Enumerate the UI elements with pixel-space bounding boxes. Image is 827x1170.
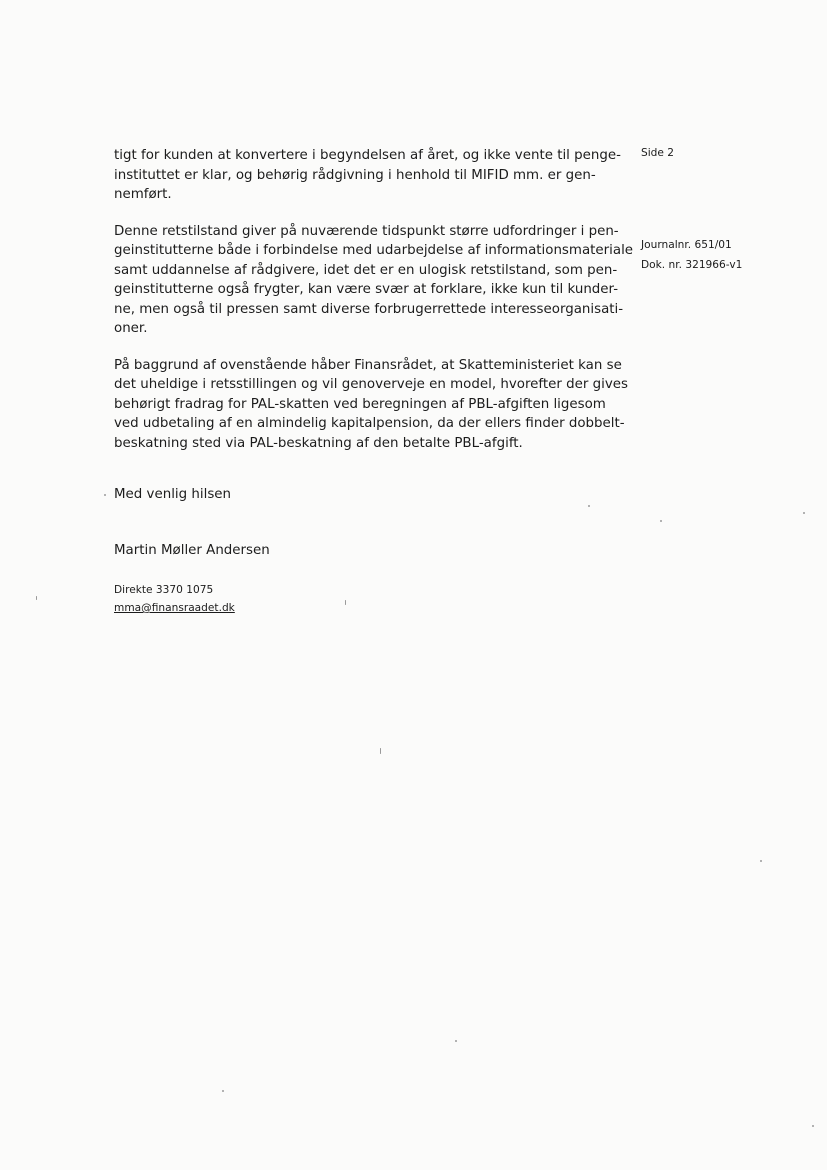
scan-speck xyxy=(812,1125,814,1127)
page-number: Side 2 xyxy=(641,147,675,159)
letter-body xyxy=(114,146,634,470)
scan-speck xyxy=(803,512,805,514)
scan-speck xyxy=(588,505,590,507)
signatory-name: Martin Møller Andersen xyxy=(114,543,270,558)
paragraph-line: geinstitutterne både i forbindelse med udarbejdelse af informationsmateriale xyxy=(114,243,634,258)
paragraph-line: instituttet er klar, og behørig rådgivning i henhold til MIFID mm. er gen- xyxy=(114,167,596,183)
paragraph-line: oner. xyxy=(114,321,148,336)
scan-speck xyxy=(660,520,662,522)
journal-number: Journalnr. 651/01 xyxy=(641,239,732,251)
paragraph-line: beskatning sted via PAL-beskatning af den betalte PBL-afgift. xyxy=(114,435,523,451)
paragraph-line: ne, men også til pressen samt diverse forbrugerrettede interesseorganisati- xyxy=(114,301,624,317)
paragraph-line: nemført. xyxy=(114,187,172,202)
scan-speck xyxy=(380,748,381,754)
scan-speck xyxy=(455,1040,457,1042)
paragraph-3 xyxy=(114,356,628,454)
scan-speck xyxy=(104,494,106,496)
paragraph-line: På baggrund af ovenstående håber Finansrådet, at Skatteministeriet kan se xyxy=(114,357,622,373)
paragraph-line: tigt for kunden at konvertere i begyndelsen af året, og ikke vente til penge- xyxy=(114,148,621,163)
document-number: Dok. nr. 321966-v1 xyxy=(641,259,743,271)
scan-speck xyxy=(345,600,346,605)
paragraph-line: Denne retstilstand giver på nuværende tidspunkt større udfordringer i pen- xyxy=(114,223,619,239)
scan-speck xyxy=(222,1090,224,1092)
paragraph-line: det uheldige i retsstillingen og vil genoverveje en model, hvorefter der gives xyxy=(114,377,628,392)
direct-phone: Direkte 3370 1075 xyxy=(114,584,214,596)
email-link[interactable]: mma@finansraadet.dk xyxy=(114,602,235,614)
scan-speck xyxy=(36,596,37,600)
paragraph-2 xyxy=(114,222,634,339)
paragraph-line: ved udbetaling af en almindelig kapitalpension, da der ellers finder dobbelt- xyxy=(114,416,625,431)
scan-speck xyxy=(760,860,762,862)
paragraph-1 xyxy=(114,146,621,205)
greeting: Med venlig hilsen xyxy=(114,487,232,502)
paragraph-line: samt uddannelse af rådgivere, idet det er en ulogisk retstilstand, som pen- xyxy=(114,262,618,278)
paragraph-line: geinstitutterne også frygter, kan være svær at forklare, ikke kun til kunder- xyxy=(114,282,619,297)
paragraph-line: behørigt fradrag for PAL-skatten ved beregningen af PBL-afgiften ligesom xyxy=(114,396,606,412)
